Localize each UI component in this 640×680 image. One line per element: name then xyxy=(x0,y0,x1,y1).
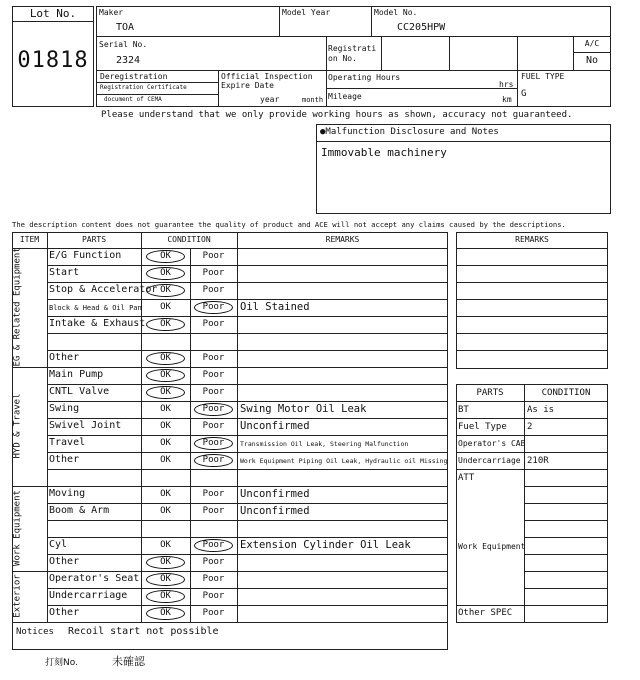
cond-poor: Poor xyxy=(202,302,225,312)
cond-poor: Poor xyxy=(202,353,225,363)
poor-circle xyxy=(194,301,233,314)
ok-circle xyxy=(146,556,185,569)
other-spec-label: Other SPEC xyxy=(458,608,513,618)
cond-poor: Poor xyxy=(202,319,225,329)
cond-ok: OK xyxy=(160,540,171,550)
cond-poor: Poor xyxy=(202,506,225,516)
month-label: month xyxy=(302,96,324,104)
row-part: Boom & Arm xyxy=(49,505,110,516)
malfunction-text: Immovable machinery xyxy=(321,146,447,159)
table-header-remarks: REMARKS xyxy=(325,235,360,244)
cond-ok: OK xyxy=(160,302,171,312)
cond-ok: OK xyxy=(160,353,171,363)
cond-poor: Poor xyxy=(202,404,225,414)
cond-poor: Poor xyxy=(202,421,225,431)
table-header-condition: CONDITION xyxy=(167,235,211,244)
ok-circle xyxy=(146,369,185,382)
doc-cema-label: document of CEMA xyxy=(104,96,162,103)
cond-poor: Poor xyxy=(202,591,225,601)
cond-ok: OK xyxy=(160,455,171,465)
cond-ok: OK xyxy=(160,404,171,414)
group-label: Work Equipment xyxy=(12,489,23,566)
inspection-label: Official Inspection Expire Date xyxy=(221,72,313,90)
hours-notice: Please understand that we only provide working hours as shown, accuracy not guaranteed. xyxy=(101,110,573,120)
malfunction-box xyxy=(316,124,611,214)
row-part: Other xyxy=(49,607,80,618)
model-year-label: Model Year xyxy=(282,8,331,17)
row-remark: Oil Stained xyxy=(240,301,310,313)
stamp-label: 打刻No. xyxy=(45,658,78,668)
cond-poor: Poor xyxy=(202,370,225,380)
cond-ok: OK xyxy=(160,421,171,431)
ok-circle xyxy=(146,318,185,331)
right-row-cond: As is xyxy=(527,405,555,415)
ok-circle xyxy=(146,250,185,263)
km-label: km xyxy=(502,95,512,104)
cond-poor: Poor xyxy=(202,608,225,618)
row-part: CNTL Valve xyxy=(49,386,110,397)
right-row-cond: 210R xyxy=(527,456,549,466)
row-part: Other xyxy=(49,556,80,567)
malfunction-title: ●Malfunction Disclosure and Notes xyxy=(320,127,499,137)
ac-value: No xyxy=(585,55,599,66)
reg-cert-label: Registration Certificate xyxy=(100,84,187,91)
ok-circle xyxy=(146,352,185,365)
row-part: Stop & Accelerator xyxy=(49,284,158,295)
row-remark: Swing Motor Oil Leak xyxy=(240,403,367,415)
op-hours-label: Operating Hours xyxy=(328,73,401,82)
row-part: Moving xyxy=(49,488,86,499)
row-remark: Extension Cylinder Oil Leak xyxy=(240,539,411,551)
ok-circle xyxy=(146,284,185,297)
row-part: Swing xyxy=(49,403,80,414)
right-parts-header: PARTS xyxy=(476,388,504,398)
poor-circle xyxy=(194,403,233,416)
notices-label: Notices xyxy=(16,627,54,637)
row-part: Block & Head & Oil Pan xyxy=(49,304,142,312)
right-row-cond: 2 xyxy=(527,422,533,432)
row-part: Travel xyxy=(49,437,86,448)
row-part: Other xyxy=(49,454,80,465)
cond-ok: OK xyxy=(160,285,171,295)
cond-poor: Poor xyxy=(202,557,225,567)
disclaimer: The description content does not guarantee the quality of product and ACE will not accept any claims caused by the descriptions. xyxy=(12,220,566,229)
cond-poor: Poor xyxy=(202,438,225,448)
year-label: year xyxy=(260,95,280,104)
hrs-label: hrs xyxy=(499,80,514,89)
cond-ok: OK xyxy=(160,557,171,567)
cond-ok: OK xyxy=(160,387,171,397)
ok-circle xyxy=(146,386,185,399)
cond-poor: Poor xyxy=(202,455,225,465)
serial-value: 2324 xyxy=(116,55,141,66)
poor-circle xyxy=(194,454,233,467)
ok-circle xyxy=(146,573,185,586)
row-part: E/G Function xyxy=(49,250,122,261)
row-part: Start xyxy=(49,267,80,278)
row-remark: Unconfirmed xyxy=(240,420,310,432)
row-remark: Transmission Oil Leak, Steering Malfunction xyxy=(240,440,409,448)
row-part: Other xyxy=(49,352,80,363)
fuel-type-label: FUEL TYPE xyxy=(521,72,565,81)
cond-poor: Poor xyxy=(202,489,225,499)
cond-ok: OK xyxy=(160,489,171,499)
cond-ok: OK xyxy=(160,591,171,601)
model-no-label: Model No. xyxy=(374,8,418,17)
table-header-item: ITEM xyxy=(19,235,40,244)
serial-label: Serial No. xyxy=(99,40,148,49)
row-part: Swivel Joint xyxy=(49,420,122,431)
maker-value: TOA xyxy=(116,22,135,33)
table-header-parts: PARTS xyxy=(81,235,107,244)
cond-ok: OK xyxy=(160,251,171,261)
ok-circle xyxy=(146,590,185,603)
group-label: HYD & Travel xyxy=(12,392,23,459)
right-row-part: BT xyxy=(458,405,469,415)
cond-poor: Poor xyxy=(202,251,225,261)
poor-circle xyxy=(194,437,233,450)
row-part: Cyl xyxy=(49,539,68,550)
row-part: Undercarriage xyxy=(49,590,128,601)
model-no-value: CC205HPW xyxy=(397,22,446,33)
lot-number: 01818 xyxy=(17,48,89,73)
maker-label: Maker xyxy=(99,8,124,17)
cond-ok: OK xyxy=(160,608,171,618)
row-part: Main Pump xyxy=(49,369,104,380)
cond-ok: OK xyxy=(160,506,171,516)
cond-poor: Poor xyxy=(202,540,225,550)
cond-ok: OK xyxy=(160,574,171,584)
ok-circle xyxy=(146,267,185,280)
deregistration-label: Deregistration xyxy=(100,72,168,81)
cond-poor: Poor xyxy=(202,574,225,584)
right-remarks-header: REMARKS xyxy=(515,235,549,244)
ac-label: A/C xyxy=(584,39,600,48)
right-row-part: Fuel Type xyxy=(458,422,507,432)
row-part: Intake & Exhaust xyxy=(49,318,146,329)
cond-ok: OK xyxy=(160,438,171,448)
cond-poor: Poor xyxy=(202,285,225,295)
right-row-part: Operator's CAB xyxy=(458,439,526,448)
mileage-label: Mileage xyxy=(328,92,362,101)
row-remark: Unconfirmed xyxy=(240,488,310,500)
cond-poor: Poor xyxy=(202,387,225,397)
right-row-part: ATT xyxy=(458,473,475,483)
poor-circle xyxy=(194,539,233,552)
notices-value: Recoil start not possible xyxy=(68,626,219,637)
row-remark: Work Equipment Piping Oil Leak, Hydraulic oil Missing xyxy=(240,457,448,465)
row-remark: Unconfirmed xyxy=(240,505,310,517)
fuel-type-value: G xyxy=(521,89,527,99)
ok-circle xyxy=(146,607,185,620)
stamp-value: 未確認 xyxy=(112,655,145,668)
cond-poor: Poor xyxy=(202,268,225,278)
work-equipment-label: Work Equipment xyxy=(458,542,526,551)
cond-ok: OK xyxy=(160,319,171,329)
right-row-part: Undercarriage xyxy=(458,456,521,465)
cond-ok: OK xyxy=(160,268,171,278)
registration-label: Registrati on No. xyxy=(328,44,377,63)
cond-ok: OK xyxy=(160,370,171,380)
group-label: Exterior xyxy=(12,573,23,618)
row-part: Operator's Seat xyxy=(49,573,140,584)
group-label: EG & Related Equipment xyxy=(12,246,23,366)
right-condition-header: CONDITION xyxy=(541,388,591,398)
lot-label: Lot No. xyxy=(29,7,77,20)
